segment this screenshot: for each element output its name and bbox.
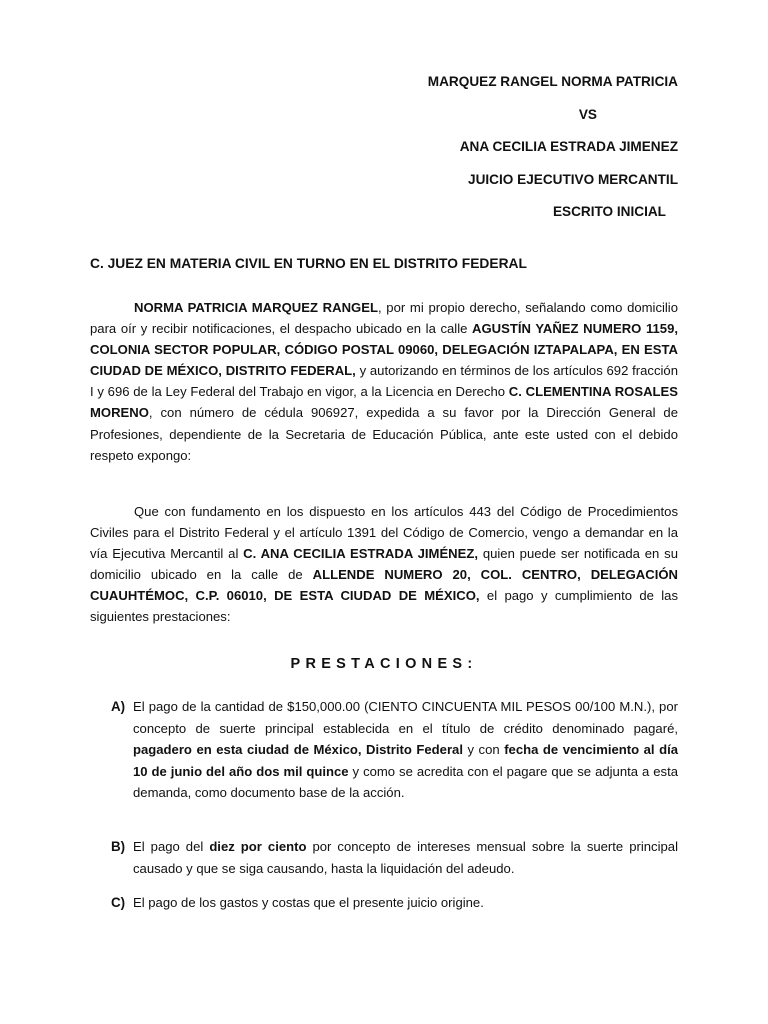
- plaintiff-name-bold: NORMA PATRICIA MARQUEZ RANGEL: [134, 300, 378, 315]
- attorney-name: C. CLEMENTINA ROSALES MORENO: [90, 384, 679, 421]
- item-a-text-2: y con: [462, 742, 505, 757]
- item-a-bold-2: fecha de vencimiento al día 10 de junio del año dos mil quince: [133, 742, 678, 779]
- plaintiff-address: AGUSTÍN YAÑEZ NUMERO 1159, COLONIA SECTOR POPULAR, CÓDIGO POSTAL 09060, DELEGACIÓN IZTAPALAPA, EN ESTA CIUDAD DE MÉXICO, DISTRITO FEDERAL,: [90, 321, 678, 379]
- claim-text-2: quien puede ser notificada en su domicilio ubicado en la calle de: [90, 546, 678, 583]
- intro-text-3: , con número de cédula 906927, expedida a su favor por la Dirección General de Profesiones, dependiente de la Secretaria de Educación Pública, ante este usted con el debido respeto expongo:: [90, 405, 678, 463]
- item-b-text-2: por concepto de intereses mensual sobre la suerte principal causado y que se siga causando, hasta la liquidación del adeudo.: [133, 839, 678, 876]
- defendant-name-bold: C. ANA CECILIA ESTRADA JIMÉNEZ,: [243, 546, 478, 562]
- case-type: JUICIO EJECUTIVO MERCANTIL: [468, 171, 678, 187]
- versus-label: VS: [578, 106, 597, 122]
- intro-text-2: y autorizando en términos de los artículos 692 fracción I y 696 de la Ley Federal del Trabajo en vigor, a la Licencia en Derecho: [90, 363, 678, 400]
- document-type: ESCRITO INICIAL: [552, 204, 666, 219]
- defendant-name: ANA CECILIA ESTRADA JIMENEZ: [459, 139, 678, 154]
- item-b-text-1: El pago del: [133, 839, 210, 854]
- defendant-address: ALLENDE NUMERO 20, COL. CENTRO, DELEGACIÓN CUAUHTÉMOC, C.P. 06010, DE ESTA CIUDAD DE MÉXICO,: [90, 567, 678, 604]
- case-caption: [318, 66, 678, 229]
- prestaciones-heading: PRESTACIONES:: [290, 656, 478, 672]
- claim-text-3: el pago y cumplimiento de las siguientes prestaciones:: [90, 588, 678, 625]
- addressee: C. JUEZ EN MATERIA CIVIL EN TURNO EN EL DISTRITO FEDERAL: [90, 256, 527, 271]
- plaintiff-name: MARQUEZ RANGEL NORMA PATRICIA: [427, 74, 678, 89]
- item-text: [133, 836, 678, 879]
- item-a-text-1: El pago de la cantidad de $150,000.00 (CIENTO CINCUENTA MIL PESOS 00/100 M.N.), por concepto de suerte principal establecida en el título de crédito denominado pagaré,: [133, 699, 678, 736]
- item-letter: A): [111, 699, 126, 714]
- item-text: [133, 892, 678, 914]
- item-letter: B): [111, 839, 126, 854]
- intro-text-1: , por mi propio derecho, señalando como domicilio para oír y recibir notificaciones, el despacho ubicado en la calle: [90, 300, 678, 337]
- paragraph-introduction: [90, 297, 678, 466]
- item-letter: C): [111, 895, 126, 910]
- claim-text-1: Que con fundamento en los dispuesto en los artículos 443 del Código de Procedimientos Civiles para el Distrito Federal y el artículo 1391 del Código de Comercio, vengo a demandar en la vía Ejecutiva Mercantil al: [90, 504, 678, 562]
- item-a-text-3: y como se acredita con el pagare que se adjunta a esta demanda, como documento base de la acción.: [133, 763, 679, 800]
- item-text: [133, 696, 678, 804]
- item-c-text-1: El pago de los gastos y costas que el presente juicio origine.: [133, 895, 484, 910]
- item-a-bold-1: pagadero en esta ciudad de México, Distrito Federal: [133, 742, 463, 757]
- item-b-bold-1: diez por ciento: [209, 839, 307, 854]
- paragraph-claim: [90, 501, 678, 628]
